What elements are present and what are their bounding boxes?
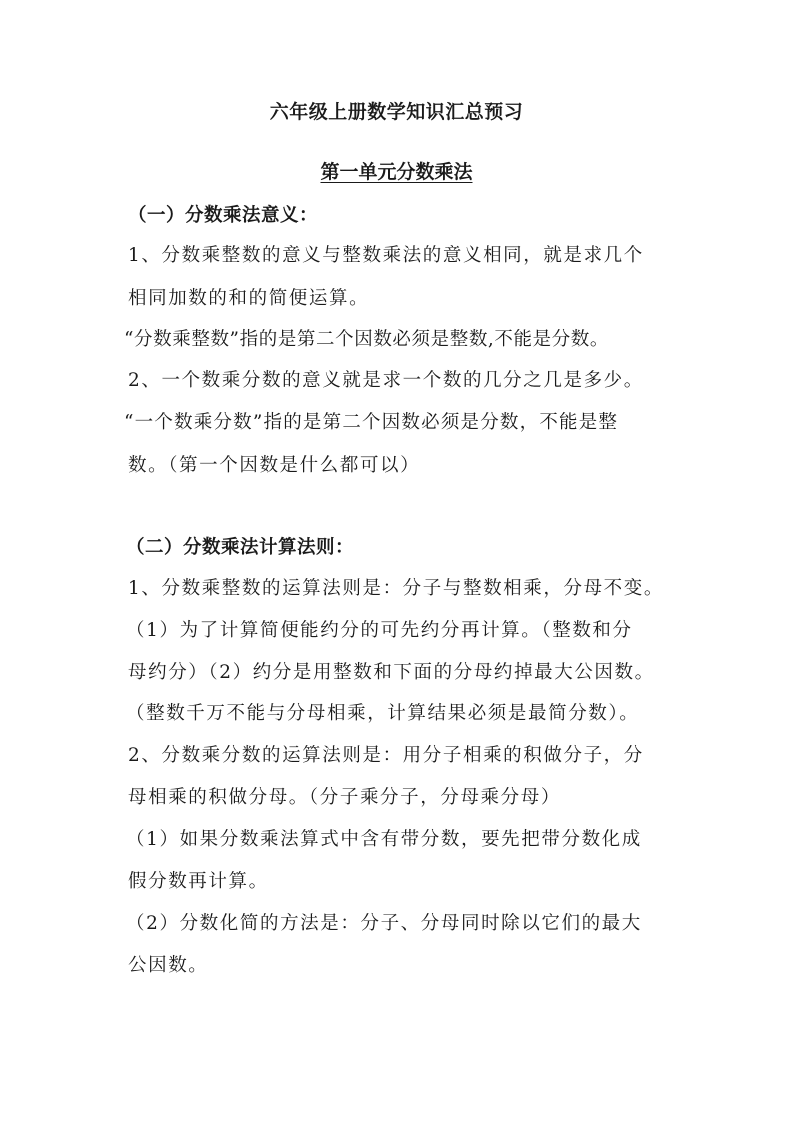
paragraph-line: 母约分）（2）约分是用整数和下面的分母约掉最大公因数。 [128, 662, 655, 683]
paragraph-line: 假分数再计算。 [128, 871, 269, 892]
paragraph-line: （2）分数化简的方法是：分子、分母同时除以它们的最大 [126, 913, 642, 934]
document-title: 六年级上册数学知识汇总预习 [269, 101, 524, 123]
paragraph-line: 公因数。 [128, 955, 209, 976]
section-heading-rules: （二）分数乘法计算法则： [126, 537, 355, 558]
unit-title [0, 158, 793, 186]
paragraph-line: 2、分数乘分数的运算法则是：用分子相乘的积做分子，分 [128, 745, 644, 766]
paragraph-line: 1、分数乘整数的意义与整数乘法的意义相同，就是求几个 [128, 245, 644, 266]
paragraph-line: （1）如果分数乘法算式中含有带分数，要先把带分数化成 [126, 829, 642, 850]
paragraph-line: 1、分数乘整数的运算法则是：分子与整数相乘，分母不变。 [128, 578, 664, 599]
paragraph-line: （1）为了计算简便能约分的可先约分再计算。（整数和分 [126, 620, 633, 641]
section-heading-meaning: （一）分数乘法意义： [128, 205, 319, 226]
paragraph-line: 母相乘的积做分母。（分子乘分子，分母乘分母） [128, 787, 561, 808]
paragraph-line: 相同加数的和的简便运算。 [128, 288, 370, 309]
paragraph-line: 2、一个数乘分数的意义就是求一个数的几分之几是多少。 [128, 370, 644, 391]
paragraph-line: 数。（第一个因数是什么都可以） [128, 455, 421, 476]
unit-title-text: 第一单元分数乘法 [320, 161, 473, 183]
paragraph-line: “分数乘整数”指的是第二个因数必须是整数,不能是分数。 [124, 329, 609, 350]
paragraph-line: “一个数乘分数”指的是第二个因数必须是分数，不能是整 [124, 412, 619, 433]
paragraph-line: （整数千万不能与分母相乘，计算结果必须是最简分数）。 [126, 703, 640, 724]
